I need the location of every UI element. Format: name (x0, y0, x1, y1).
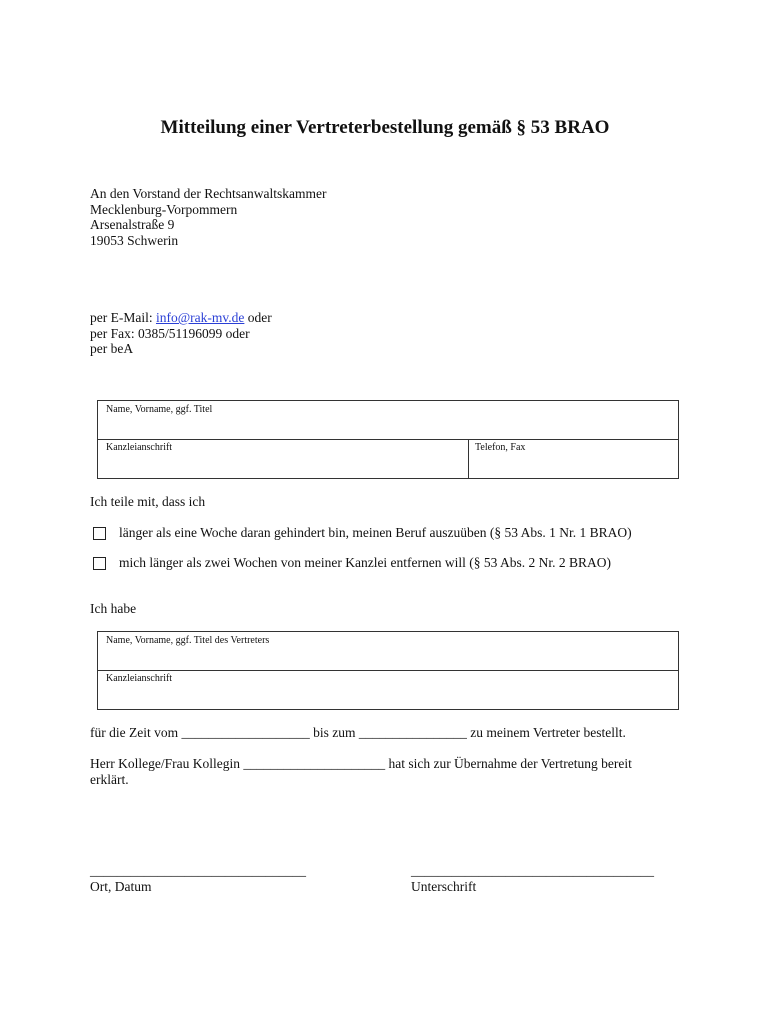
document-title: Mitteilung einer Vertreterbestellung gemäß § 53 BRAO (160, 117, 610, 138)
applicant-box-divider (98, 439, 678, 440)
colleague-sentence (90, 756, 690, 788)
recipient-line-region: Mecklenburg-Vorpommern (90, 201, 238, 217)
notice-intro: Ich teile mit, dass ich (90, 494, 206, 509)
applicant-phone-label: Telefon, Fax (475, 442, 526, 453)
colleague-sentence-line2: erklärt. (90, 772, 129, 787)
email-prefix: per E-Mail: (90, 310, 156, 325)
place-date-label: Ort, Datum (90, 879, 152, 894)
email-suffix: oder (244, 310, 272, 325)
representative-box-divider (98, 670, 678, 671)
contact-fax-line: per Fax: 0385/51196099 oder (90, 325, 250, 341)
representative-name-label: Name, Vorname, ggf. Titel des Vertreters (106, 635, 270, 646)
recipient-line-organization: An den Vorstand der Rechtsanwaltskammer (90, 186, 327, 201)
signature-line[interactable]: ____________________________________ (411, 863, 654, 878)
email-link[interactable]: info@rak-mv.de (155, 310, 245, 325)
option-label-absence-week: länger als eine Woche daran gehindert bin, meinen Beruf auszuüben (§ 53 Abs. 1 Nr. 1 BRAO) (119, 525, 632, 540)
representative-intro: Ich habe (90, 601, 137, 616)
contact-block (90, 310, 272, 357)
recipient-line-city: 19053 Schwerin (90, 232, 179, 248)
representative-info-box (97, 631, 679, 710)
option-checkbox-absence-two-weeks[interactable] (93, 557, 106, 570)
applicant-info-box (97, 400, 679, 479)
applicant-name-label: Name, Vorname, ggf. Titel (106, 404, 213, 415)
period-sentence: für die Zeit vom ___________________ bis zum ________________ zu meinem Vertreter bestellt. (90, 725, 626, 740)
applicant-box-column-divider (468, 440, 469, 478)
recipient-address (90, 186, 326, 248)
contact-bea-line: per beA (90, 341, 134, 356)
place-date-line[interactable]: ________________________________ (90, 863, 306, 878)
option-label-absence-two-weeks: mich länger als zwei Wochen von meiner Kanzlei entfernen will (§ 53 Abs. 2 Nr. 2 BRAO) (119, 555, 612, 570)
applicant-address-label: Kanzleianschrift (106, 442, 173, 453)
signature-label: Unterschrift (411, 879, 477, 894)
contact-email-line (90, 310, 272, 326)
recipient-line-street: Arsenalstraße 9 (90, 217, 175, 232)
representative-address-label: Kanzleianschrift (106, 673, 173, 684)
colleague-sentence-line1: Herr Kollege/Frau Kollegin _____________________ hat sich zur Übernahme der Vertretung bereit (90, 756, 632, 771)
option-checkbox-absence-week[interactable] (93, 527, 106, 540)
